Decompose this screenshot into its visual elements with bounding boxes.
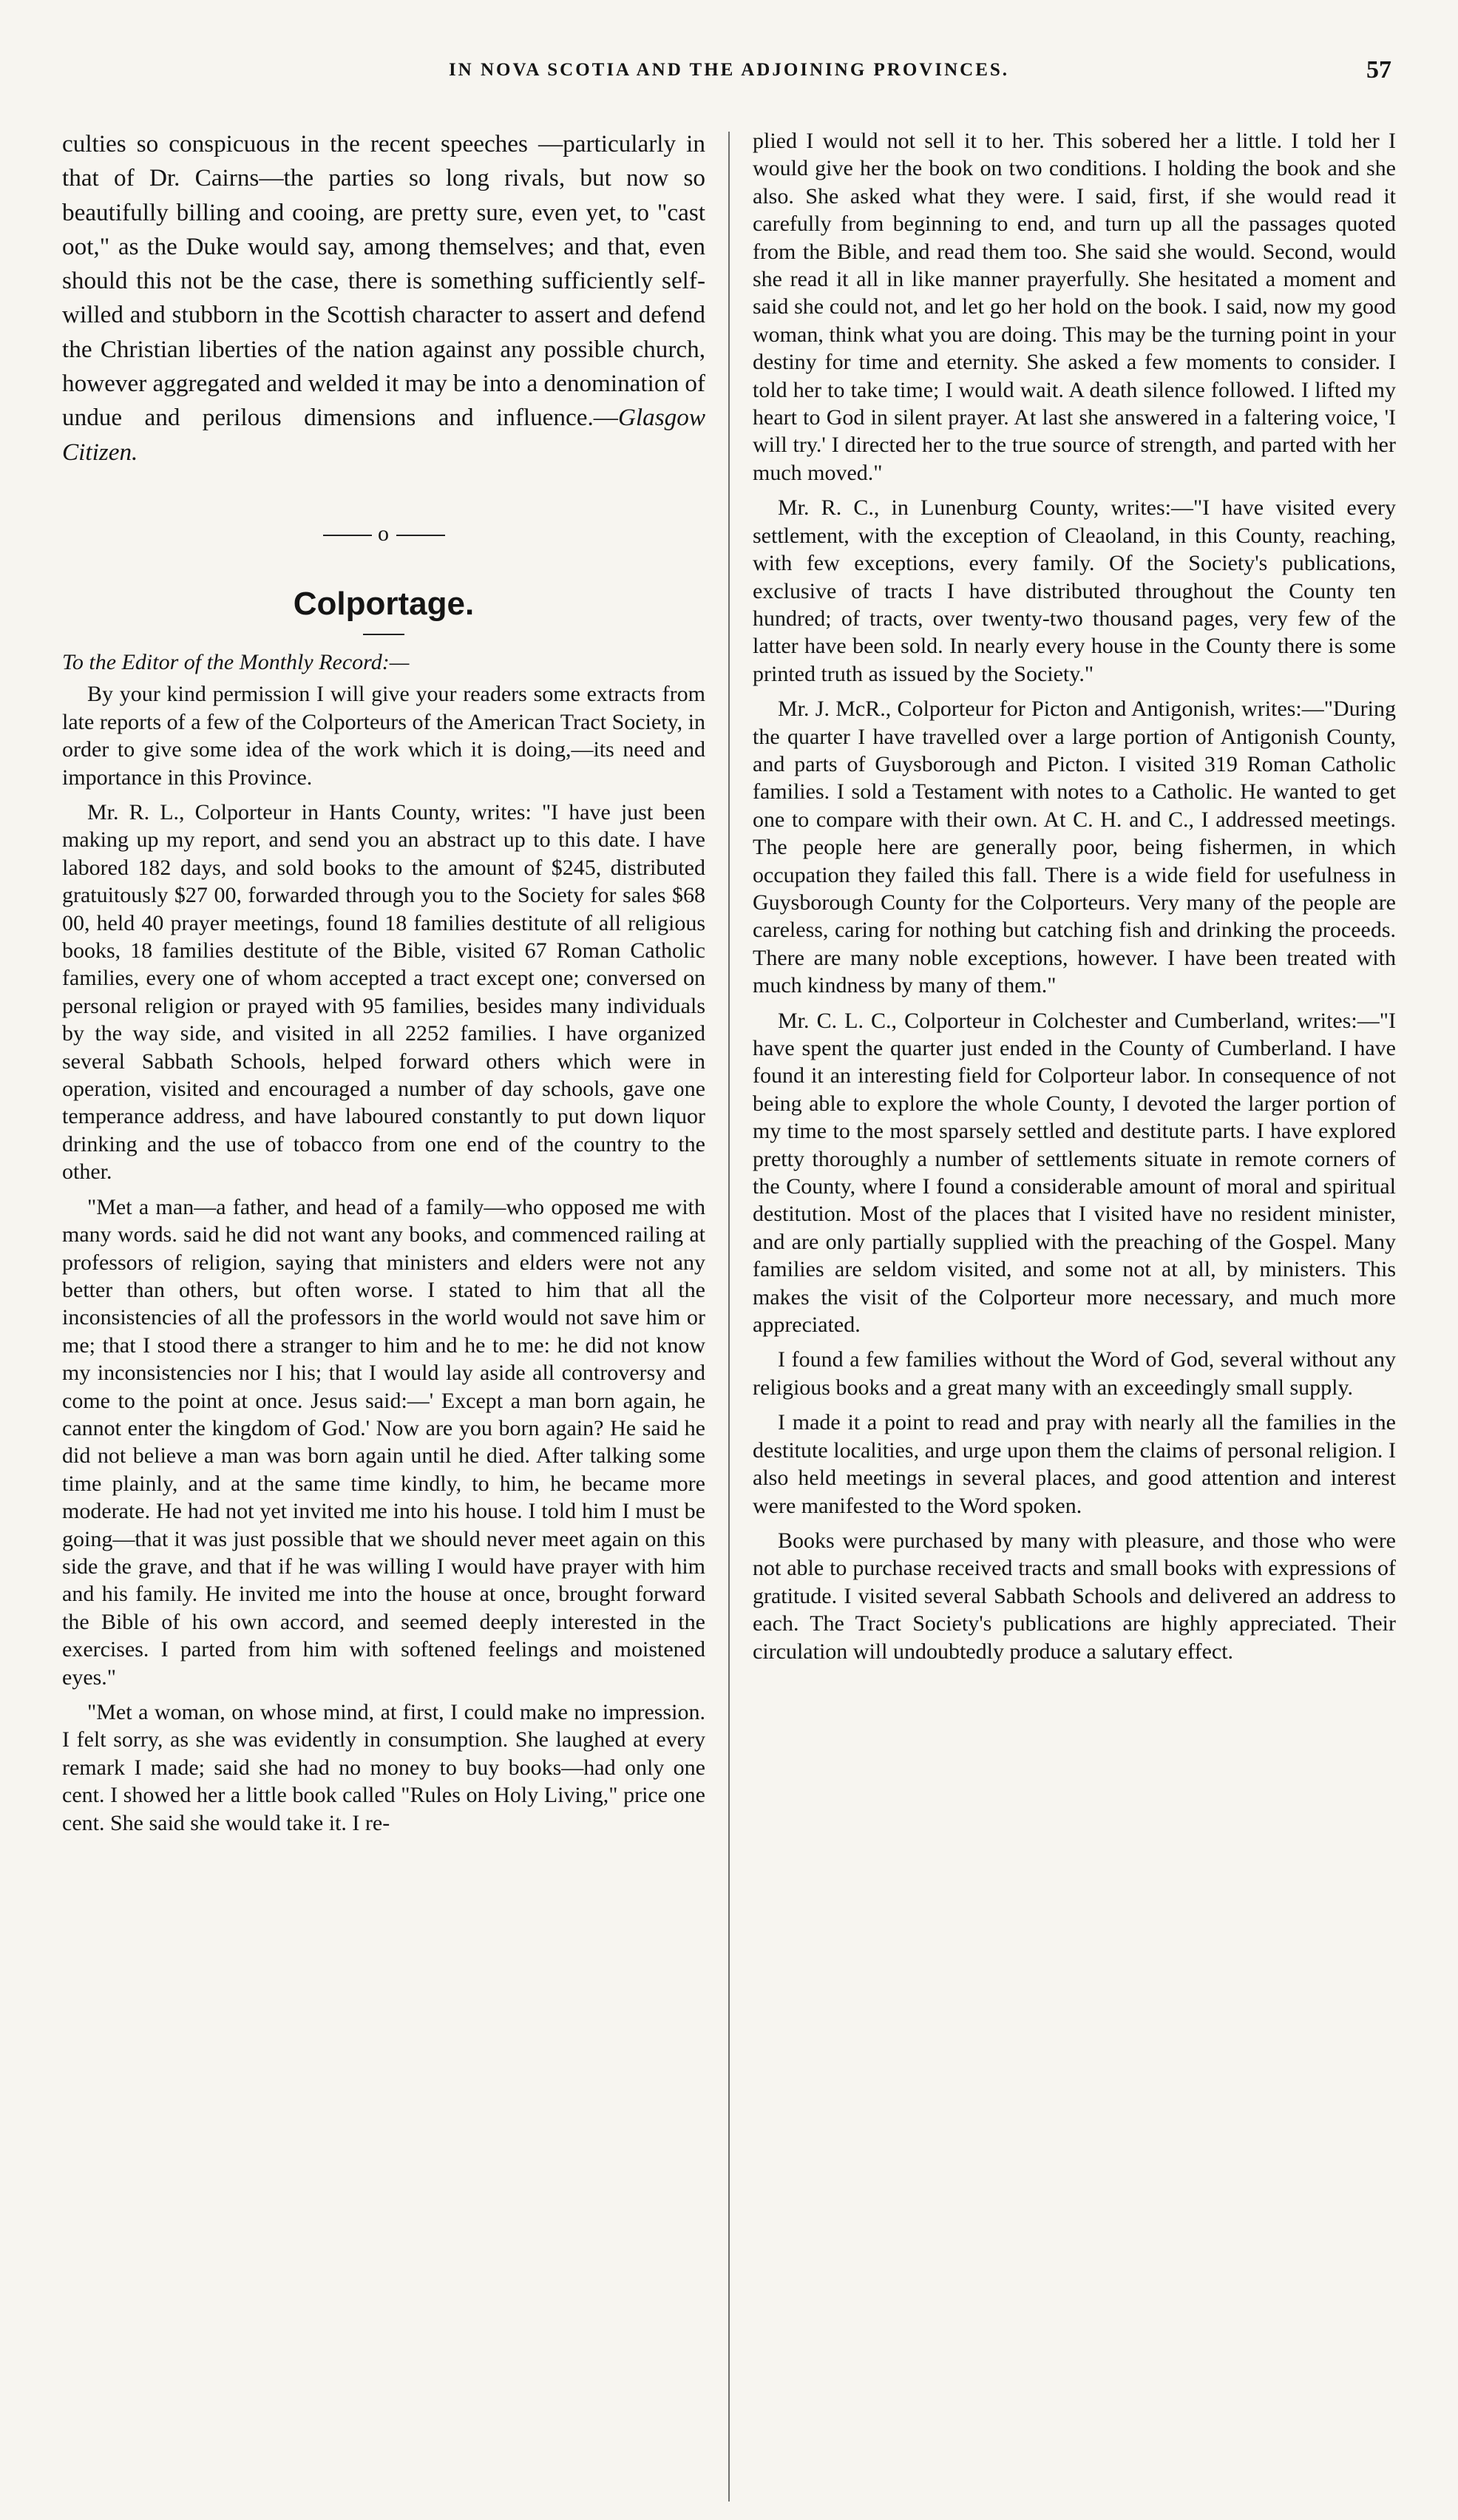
- body-paragraph: "Met a woman, on whose mind, at first, I could make no impression. I felt sorry, as she was evidently in consumption. She laughed at every remark I made; said she had no money to buy books—had only one cent. I showed her a little book called "Rules on Holy Living," price one cent. She said she would take it. I re-: [62, 1700, 705, 1835]
- body-paragraph: Mr. J. McR., Colporteur for Picton and Antigonish, writes:—"During the quarter I have travelled over a large portion of Antigonish County, and parts of Guysborough and Picton. I visited 319 Roman Catholic families. I sold a Testament with notes to a Catholic. He wanted to get one to compare with their own. At C. H. and C., I addressed meetings. The people here are generally poor, being fishermen, in which occupation they failed this fall. There is a wide field for usefulness in Guysborough County for the Colporteurs. Very many of the people are careless, caring for nothing but catching fish and drinking the proceeds. There are many noble exceptions, however. I have been treated with much kindness by many of them.": [753, 697, 1396, 998]
- two-column-body: [62, 127, 1396, 2502]
- continued-article-text: culties so conspicuous in the recent speeches —particularly in that of Dr. Cairns—the parties so long rivals, but now so beautifully billing and cooing, are pretty sure, even yet, to "cast oot," as the Duke would say, among themselves; and that, even should this not be the case, there is something sufficiently self-willed and stubborn in the Scottish character to assert and defend the Christian liberties of the nation against any possible church, however aggregated and welded it may be into a denomination of undue and perilous dimensions and influence.—: [62, 130, 705, 432]
- running-head: [62, 44, 1396, 96]
- continued-article-paragraph: [62, 127, 705, 470]
- left-column: [62, 127, 705, 2502]
- running-title: IN NOVA SCOTIA AND THE ADJOINING PROVINCES.: [448, 60, 1010, 80]
- body-paragraph: plied I would not sell it to her. This sobered her a little. I told her I would give her the book on two conditions. I holding the book and she also. She asked what they were. I said, first, if she would read it carefully from beginning to end, and turn up all the passages quoted from the Bible, and read them too. She said she would. Second, would she read it all in like manner prayerfully. She hesitated a moment and said she could not, and let go her hold on the book. I said, now my good woman, think what you are doing. This may be the turning point in your destiny for time and eternity. She asked a few moments to consider. I told her to take time; I would wait. A death silence followed. I lifted my heart to God in silent prayer. At last she answered in a faltering voice, 'I will try.' I directed her to the true source of strength, and parted with her much moved.": [753, 129, 1396, 485]
- body-paragraph: Mr. R. C., in Lunenburg County, writes:—"I have visited every settlement, with the exception of Cleaoland, in this County, reaching, with few exceptions, every family. Of the Society's publications, exclusive of tracts I have distributed throughout the County ten hundred; of tracts, over twenty-two thousand pages, very few of the latter have been sold. In nearly every house in the County there is some printed truth as issued by the Society.": [753, 495, 1396, 686]
- section-title: Colportage.: [293, 585, 475, 622]
- body-paragraph: "Met a man—a father, and head of a family—who opposed me with many words. said he did not want any books, and commenced railing at professors of religion, saying that ministers and elders were not any better than others, but often worse. I stated to him that all the inconsistencies of all the professors in the world would not save him or me; that I stood there a stranger to him and he to me: he did not know my inconsistencies nor I his; that I would lay aside all controversy and come to the point at once. Jesus said:—' Except a man born again, he cannot enter the kingdom of God.' Now are you born again? He said he did not believe a man was born again until he died. After talking some time plainly, and at the same time kindly, to him, he became more moderate. He had not yet invited me into his house. I told him I must be going—that it was just possible that we should never meet again on this side the grave, and that if he was willing I would have prayer with him and his family. He invited me into the house at once, brought forward the Bible of his own accord, and seemed deeply interested in the exercises. I parted from him with softened feelings and moistened eyes.": [62, 1194, 705, 1690]
- column-rule: [728, 132, 730, 2502]
- separator-dash-right: [396, 535, 445, 536]
- page-number: 57: [1366, 56, 1391, 84]
- body-paragraph: I made it a point to read and pray with nearly all the families in the destitute localities, and urge upon them the claims of personal religion. I also held meetings in several places, and good attention and interest were manifested to the Word spoken.: [753, 1410, 1396, 1518]
- right-column: [753, 127, 1396, 2502]
- separator-dash-left: [323, 535, 372, 536]
- body-paragraph: I found a few families without the Word of God, several without any religious books and a great many with an exceedingly small supply.: [753, 1347, 1396, 1400]
- body-paragraph: Books were purchased by many with pleasure, and those who were not able to purchase received tracts and small books with expressions of gratitude. I visited several Sabbath Schools and delivered an address to each. The Tract Society's publications are highly appreciated. Their circulation will undoubtedly produce a salutary effect.: [753, 1528, 1396, 1664]
- body-paragraph: By your kind permission I will give your readers some extracts from late reports of a few of the Colporteurs of the American Tract Society, in order to give some idea of the work which it is doing,—its need and importance in this Province.: [62, 682, 705, 790]
- body-paragraph: Mr. R. L., Colporteur in Hants County, writes: "I have just been making up my report, and send you an abstract up to this date. I have labored 182 days, and sold books to the amount of $245, distributed gratuitously $27 00, forwarded through you to the Society for sales $68 00, held 40 prayer meetings, found 18 families destitute of all religious books, 18 families destitute of the Bible, visited 67 Roman Catholic families, every one of whom accepted a tract except one; conversed on personal religion or prayed with 95 families, besides many individuals by the way side, and visited in all 2252 families. I have organized several Sabbath Schools, helped forward others which were in operation, visited and encouraged a number of day schools, gave one temperance address, and have laboured constantly to put down liquor drinking and the use of tobacco from one end of the country to the other.: [62, 800, 705, 1185]
- title-rule: [363, 634, 404, 635]
- salutation: To the Editor of the Monthly Record:—: [62, 649, 410, 674]
- separator-mark: o: [378, 521, 390, 546]
- article-signature: Glasgow Citizen.: [62, 404, 705, 466]
- body-paragraph: Mr. C. L. C., Colporteur in Colchester and Cumberland, writes:—"I have spent the quarter just ended in the County of Cumberland. I have found it an interesting field for Colporteur labor. In consequence of not being able to explore the whole County, I devoted the larger portion of my time to the most sparsely settled and destitute parts. I have explored pretty thoroughly a number of settlements situate in remote corners of the County, where I found a considerable amount of moral and spiritual destitution. Most of the places that I visited have no resident minister, and are only partially supplied with the preaching of the Gospel. Many families are seldom visited, and some not at all, by ministers. This makes the visit of the Colporteur more necessary, and much more appreciated.: [753, 1008, 1396, 1338]
- section-separator: [62, 521, 705, 546]
